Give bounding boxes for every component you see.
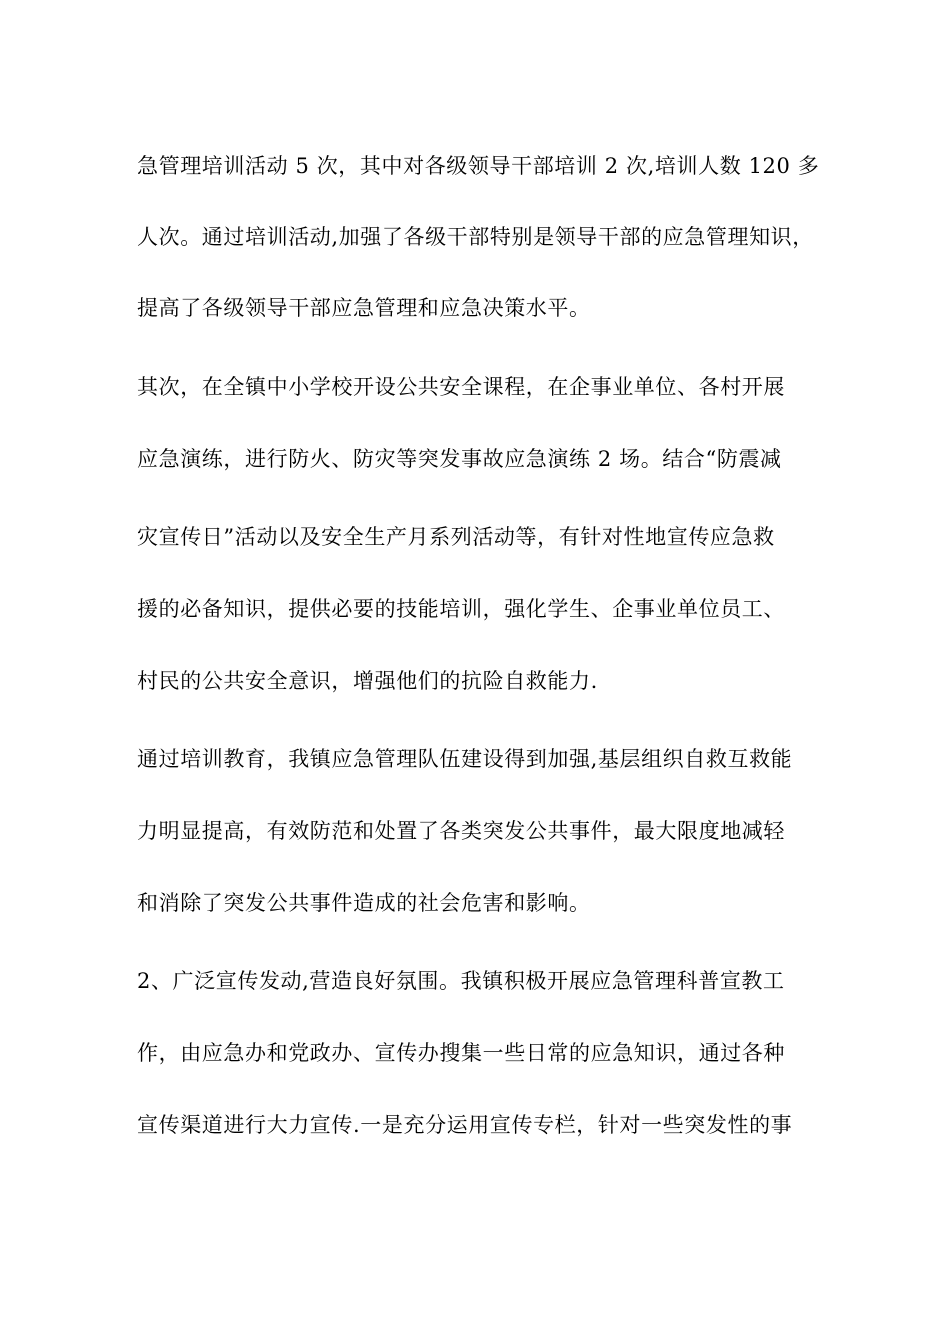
text-line-14: 宣传渠道进行大力宣传.一是充分运用宣传专栏，针对一些突发性的事: [137, 1113, 793, 1137]
text-line-13: 作，由应急办和党政办、宣传办搜集一些日常的应急知识，通过各种: [137, 1041, 785, 1065]
text-line-9: 通过培训教育，我镇应急管理队伍建设得到加强,基层组织自救互救能: [137, 747, 793, 771]
text-line-1: 急管理培训活动 5 次，其中对各级领导干部培训 2 次,培训人数 120 多: [137, 154, 820, 178]
text-line-6: 灾宣传日”活动以及安全生产月系列活动等，有针对性地宣传应急救: [137, 525, 775, 549]
text-line-3: 提高了各级领导干部应急管理和应急决策水平。: [137, 296, 591, 320]
text-line-5: 应急演练，进行防火、防灾等突发事故应急演练 2 场。结合“防震减: [137, 447, 782, 471]
text-line-12: 2、广泛宣传发动,营造良好氛围。我镇积极开展应急管理科普宣教工: [137, 969, 785, 993]
text-line-10: 力明显提高，有效防范和处置了各类突发公共事件，最大限度地减轻: [137, 819, 785, 843]
text-line-4: 其次，在全镇中小学校开设公共安全课程，在企事业单位、各村开展: [137, 375, 785, 399]
text-line-11: 和消除了突发公共事件造成的社会危害和影响。: [137, 891, 591, 915]
text-line-7: 援的必备知识，提供必要的技能培训，强化学生、企事业单位员工、: [137, 597, 785, 621]
text-line-8: 村民的公共安全意识，增强他们的抗险自救能力.: [137, 669, 598, 693]
text-line-2: 人次。通过培训活动,加强了各级干部特别是领导干部的应急管理知识，: [137, 225, 814, 249]
